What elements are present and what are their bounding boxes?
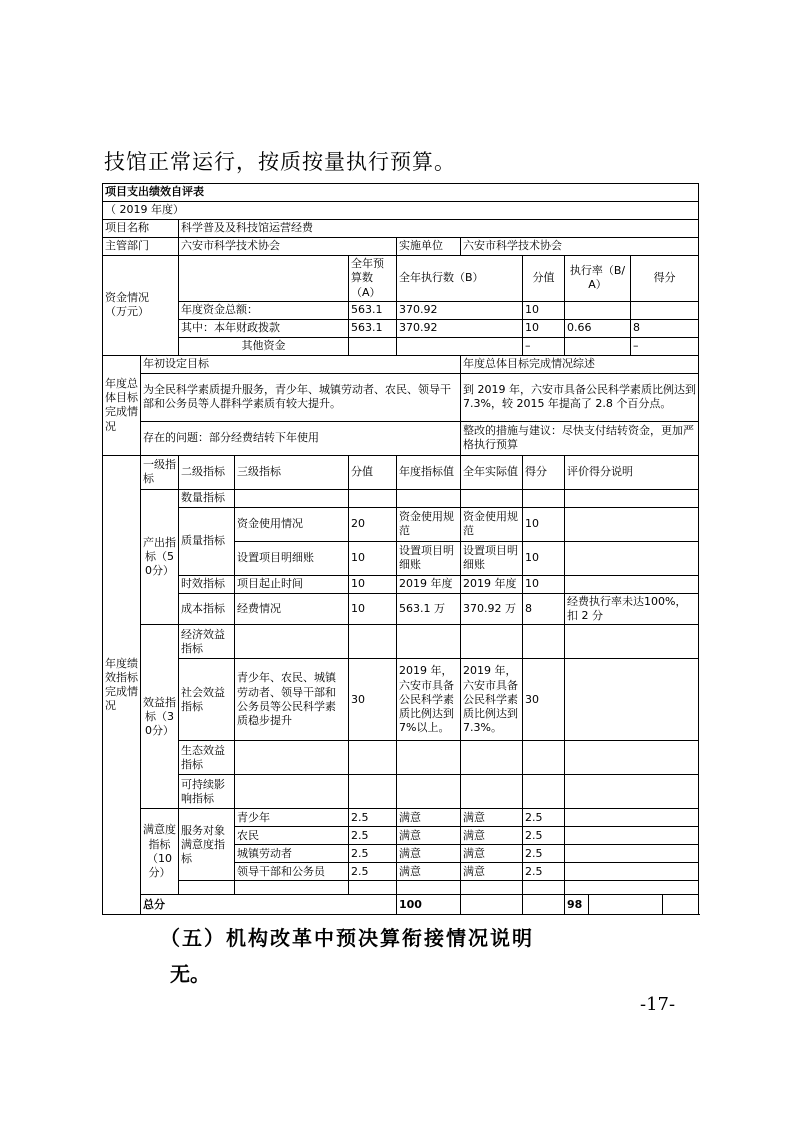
perf-label: 年度绩效指标完成情况 [103, 455, 141, 915]
sat-got-3: 2.5 [523, 863, 565, 881]
benefit-label: 效益指标（30分） [141, 625, 179, 809]
t1-actual: 2019 年度 [461, 575, 523, 593]
sat-actual-1: 满意 [461, 827, 523, 845]
s1-score: 30 [349, 659, 397, 741]
sat-target-2: 满意 [397, 845, 461, 863]
sat-score-1: 2.5 [349, 827, 397, 845]
q2-name: 设置项目明细账 [235, 541, 349, 575]
q2-score: 10 [349, 541, 397, 575]
dept-label: 主管部门 [103, 238, 179, 256]
h-actual: 全年实际值 [461, 455, 523, 489]
sat-score-3: 2.5 [349, 863, 397, 881]
total-label: 总分 [141, 895, 397, 915]
c1-target: 563.1 万 [397, 593, 461, 625]
time-indicator: 时效指标 [179, 575, 235, 593]
econ-indicator: 经济效益指标 [179, 625, 235, 659]
quality-indicator: 质量指标 [179, 507, 235, 575]
sat-target-1: 满意 [397, 827, 461, 845]
q1-got: 10 [523, 507, 565, 541]
q2-actual: 设置项目明细账 [461, 541, 523, 575]
h-level2: 二级指标 [179, 455, 235, 489]
cost-indicator: 成本指标 [179, 593, 235, 625]
t1-score: 10 [349, 575, 397, 593]
sat-sub: 服务对象满意度指标 [179, 809, 235, 881]
social-indicator: 社会效益指标 [179, 659, 235, 741]
fin-label: 其中：本年财政拨款 [179, 319, 349, 337]
section5-title: （五）机构改革中预决算衔接情况说明 [160, 926, 534, 950]
other-got: – [631, 337, 699, 355]
eco-indicator: 生态效益指标 [179, 741, 235, 775]
s1-got: 30 [523, 659, 565, 741]
sat-target-3: 满意 [397, 863, 461, 881]
sat-name-2: 城镇劳动者 [235, 845, 349, 863]
impl: 六安市科学技术协会 [461, 238, 699, 256]
h-level1: 一级指标 [141, 455, 179, 489]
initial-goal-label: 年初设定目标 [141, 355, 461, 373]
c1-name: 经费情况 [235, 593, 349, 625]
sustain-indicator: 可持续影响指标 [179, 775, 235, 809]
sat-got-2: 2.5 [523, 845, 565, 863]
goal-summary: 到 2019 年，六安市具备公民科学素质比例达到 7.3%，较 2015 年提高了 2.8 个百分点。 [461, 373, 699, 421]
t1-got: 10 [523, 575, 565, 593]
q2-got: 10 [523, 541, 565, 575]
sat-score-2: 2.5 [349, 845, 397, 863]
col-rate: 执行率（B/A） [565, 256, 631, 302]
other-score: – [523, 337, 565, 355]
q1-actual: 资金使用规范 [461, 507, 523, 541]
measures: 整改的措施与建议：尽快支付结转资金，更加严格执行预算 [461, 421, 699, 455]
sat-actual-3: 满意 [461, 863, 523, 881]
total-got: 98 [565, 895, 589, 915]
total-score: 100 [397, 895, 461, 915]
col-budget: 全年预算数（A） [349, 256, 397, 302]
sat-score-0: 2.5 [349, 809, 397, 827]
t1-target: 2019 年度 [397, 575, 461, 593]
col-got: 得分 [631, 256, 699, 302]
other-label: 其他资金 [179, 337, 349, 355]
s1-target: 2019 年，六安市具备公民科学素质比例达到 7%以上。 [397, 659, 461, 741]
table-title: 项目支出绩效自评表 [103, 184, 699, 202]
initial-goal: 为全民科学素质提升服务，青少年、城镇劳动者、农民、领导干部和公务员等人群科学素质有较大提升。 [141, 373, 461, 421]
h-score: 分值 [349, 455, 397, 489]
c1-actual: 370.92 万 [461, 593, 523, 625]
funds-label: 资金情况 （万元） [103, 256, 179, 356]
h-note: 评价得分说明 [565, 455, 699, 489]
sat-name-0: 青少年 [235, 809, 349, 827]
col-exec: 全年执行数（B） [397, 256, 523, 302]
q1-target: 资金使用规范 [397, 507, 461, 541]
s1-actual: 2019 年，六安市具备公民科学素质比例达到 7.3%。 [461, 659, 523, 741]
total-score: 10 [523, 301, 565, 319]
sat-label: 满意度指标（10分） [141, 809, 179, 895]
sat-name-1: 农民 [235, 827, 349, 845]
c1-note: 经费执行率未达100%，扣 2 分 [565, 593, 699, 625]
sat-target-0: 满意 [397, 809, 461, 827]
total-funds-label: 年度资金总额： [179, 301, 349, 319]
impl-label: 实施单位 [397, 238, 461, 256]
dept: 六安市科学技术协会 [179, 238, 397, 256]
h-got: 得分 [523, 455, 565, 489]
project-name: 科学普及及科技馆运营经费 [179, 220, 699, 238]
fin-exec: 370.92 [397, 319, 523, 337]
h-target: 年度指标值 [397, 455, 461, 489]
sat-got-0: 2.5 [523, 809, 565, 827]
q2-target: 设置项目明细账 [397, 541, 461, 575]
intro-text: 技馆正常运行，按质按量执行预算。 [104, 150, 456, 174]
goal-summary-label: 年度总体目标完成情况综述 [461, 355, 699, 373]
col-score: 分值 [523, 256, 565, 302]
c1-score: 10 [349, 593, 397, 625]
fin-budget: 563.1 [349, 319, 397, 337]
problems: 存在的问题：部分经费结转下年使用 [141, 421, 461, 455]
output-label: 产出指标（50分） [141, 489, 179, 625]
fin-got: 8 [631, 319, 699, 337]
sat-actual-2: 满意 [461, 845, 523, 863]
fin-rate: 0.66 [565, 319, 631, 337]
qty-indicator: 数量指标 [179, 489, 235, 507]
total-exec: 370.92 [397, 301, 523, 319]
funds-blank [179, 256, 349, 302]
c1-got: 8 [523, 593, 565, 625]
sat-got-1: 2.5 [523, 827, 565, 845]
fin-score: 10 [523, 319, 565, 337]
q1-name: 资金使用情况 [235, 507, 349, 541]
t1-name: 项目起止时间 [235, 575, 349, 593]
s1-name: 青少年、农民、城镇劳动者、领导干部和公务员等公民科学素质稳步提升 [235, 659, 349, 741]
h-level3: 三级指标 [235, 455, 349, 489]
sat-actual-0: 满意 [461, 809, 523, 827]
q1-score: 20 [349, 507, 397, 541]
section5-body: 无。 [170, 962, 210, 986]
goal-label: 年度总体目标完成情况 [103, 355, 141, 455]
sat-name-3: 领导干部和公务员 [235, 863, 349, 881]
total-budget: 563.1 [349, 301, 397, 319]
performance-table [102, 183, 699, 915]
table-year: （ 2019 年度） [103, 202, 699, 220]
page-number: -17- [640, 994, 676, 1015]
project-name-label: 项目名称 [103, 220, 179, 238]
